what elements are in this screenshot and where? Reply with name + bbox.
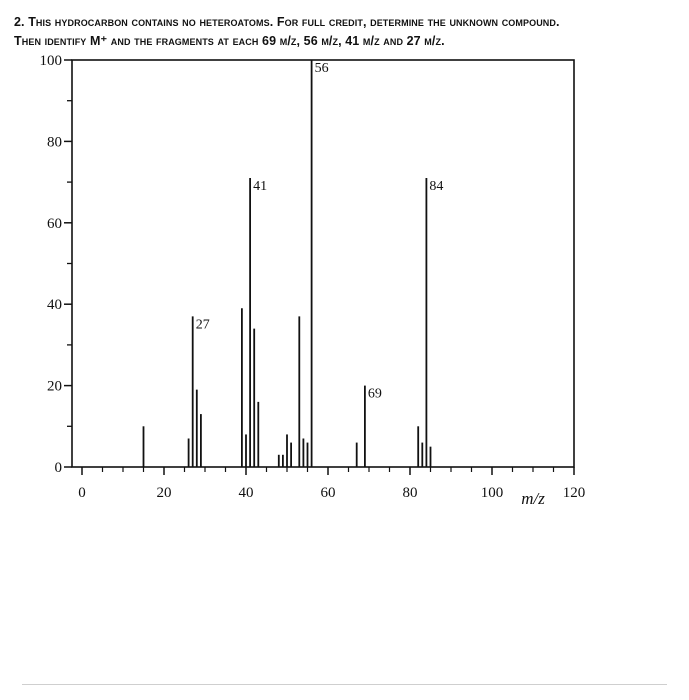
x-tick-label: 20 (156, 485, 172, 501)
peak-label: 69 (367, 386, 382, 402)
x-tick-label: 0 (78, 485, 86, 501)
footer-divider (22, 684, 667, 685)
x-axis-title: m/z (521, 489, 545, 508)
peak-label: 27 (195, 317, 210, 333)
plot-frame (72, 60, 574, 467)
x-tick-label: 40 (238, 485, 254, 501)
question-line-1: 2. This hydrocarbon contains no heteroatoms. For full credit, determine the unknown compound. (14, 15, 560, 29)
peak-label: 84 (429, 179, 444, 195)
x-tick-label: 120 (562, 485, 586, 501)
x-tick-label: 60 (320, 485, 336, 501)
peak-label: 56 (314, 61, 329, 76)
y-tick-label: 20 (47, 378, 62, 395)
peaks (144, 60, 431, 467)
question-line-2: Then identify M⁺ and the fragments at each 69 m/z, 56 m/z, 41 m/z and 27 m/z. (14, 34, 445, 48)
y-tick-label: 40 (47, 297, 62, 314)
x-tick-label: 80 (402, 485, 418, 501)
y-tick-label: 0 (54, 460, 62, 476)
y-tick-label: 60 (47, 215, 62, 232)
peak-label: 41 (253, 179, 268, 195)
y-tick-label: 80 (47, 134, 62, 151)
x-tick-label: 100 (480, 485, 504, 501)
y-tick-label: 100 (39, 53, 62, 69)
peak-labels (196, 61, 444, 402)
